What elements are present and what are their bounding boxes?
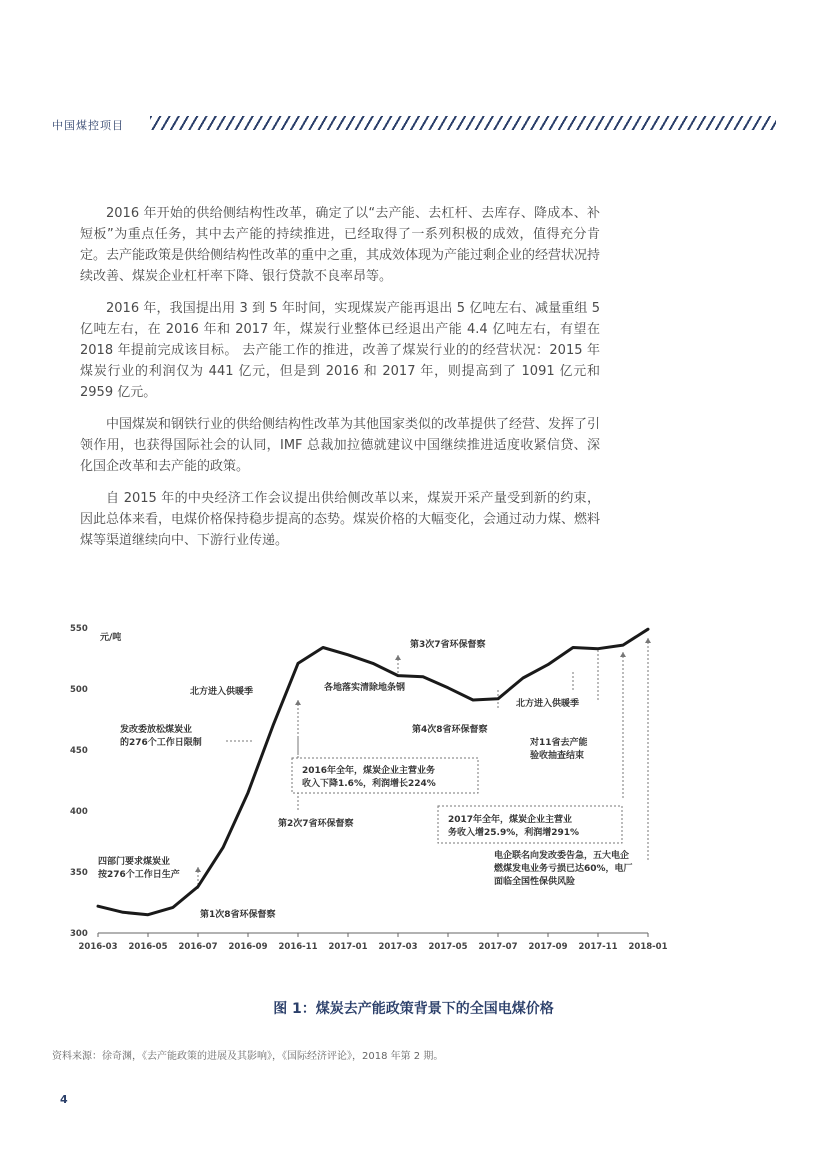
x-tick-label: 2016-07 <box>178 942 218 952</box>
page-number: 4 <box>60 1093 68 1106</box>
price-point <box>247 792 249 794</box>
annotation-arrow <box>620 652 626 657</box>
x-tick-label: 2017-01 <box>328 942 368 952</box>
header-hatched-rule <box>150 116 776 130</box>
chart-annotation: 各地落实清除地条钢 <box>324 683 406 693</box>
price-point <box>472 699 474 701</box>
y-tick-label: 450 <box>70 746 88 756</box>
x-tick-label: 2017-03 <box>378 942 418 952</box>
x-tick-label: 2017-07 <box>478 942 518 952</box>
price-point <box>547 663 549 665</box>
chart-annotation: 的276个工作日限制 <box>120 738 202 748</box>
paragraph-2: 2016 年，我国提出用 3 到 5 年时间，实现煤炭产能再退出 5 亿吨左右、减量重组 5 亿吨左右，在 2016 年和 2017 年，煤炭行业整体已经退出产能 4.4 亿吨左右，有望在 2018 年提前完成该目标。 去产能工作的推进，改善了煤炭行业的的经营状况：2015 年煤炭行业的利润仅为 441 亿元，但是到 2016 和 2017 年，则提高到了 1091 亿元和 2959 亿元。 <box>80 301 600 400</box>
y-tick-label: 350 <box>70 868 88 878</box>
chart-annotation: 2016年全年，煤炭企业主营业务 <box>302 766 436 776</box>
paragraph-1: 2016 年开始的供给侧结构性改革，确定了以“去产能、去杠杆、去库存、降成本、补短板”为重点任务，其中去产能的持续推进，已经取得了一系列积极的成效，值得充分肯定。去产能政策是供给侧结构性改革的重中之重，其成效体现为产能过剩企业的经营状况持续改善、煤炭企业杠杆率下降、银行贷款不良率昂等。 <box>80 206 601 284</box>
section-header: 中国煤控项目 <box>52 119 124 132</box>
price-point <box>322 646 324 648</box>
chart-annotation: 第1次8省环保督察 <box>200 910 276 920</box>
price-point <box>172 906 174 908</box>
price-point <box>372 662 374 664</box>
chart-annotation: 2017年全年，煤炭企业主营业 <box>448 815 573 825</box>
paragraph-3: 中国煤炭和钢铁行业的供给侧结构性改革为其他国家类似的改革提供了经营、发挥了引领作用，也获得国际社会的认同，IMF 总裁加拉德就建议中国继续推进适度收紧信贷、深化国企改革和去产能的政策。 <box>80 417 601 474</box>
chart-annotation: 对11省去产能 <box>530 738 588 748</box>
annotation-arrow <box>645 638 651 643</box>
body-text <box>80 203 600 562</box>
chart-annotation: 北方进入供暖季 <box>516 699 580 709</box>
price-point <box>297 662 299 664</box>
figure-caption: 图 1：煤炭去产能政策背景下的全国电煤价格 <box>273 1001 554 1017</box>
price-point <box>347 654 349 656</box>
annotation-arrow <box>395 655 401 660</box>
x-tick-label: 2017-05 <box>428 942 468 952</box>
x-tick-label: 2016-03 <box>78 942 118 952</box>
x-tick-label: 2017-11 <box>578 942 618 952</box>
y-tick-label: 500 <box>70 685 88 695</box>
chart-annotation: 燃煤发电业务亏损已达60%，电厂 <box>494 864 633 874</box>
price-point <box>422 676 424 678</box>
chart-annotation: 第4次8省环保督察 <box>412 725 488 735</box>
y-tick-label: 400 <box>70 807 88 817</box>
coal-price-chart <box>50 610 680 960</box>
price-point <box>397 674 399 676</box>
price-point <box>272 724 274 726</box>
figure-source: 资料来源：徐奇渊，《去产能政策的进展及其影响》，《国际经济评论》，2018 年第 2 期。 <box>52 1051 444 1062</box>
price-point <box>147 914 149 916</box>
price-point <box>97 905 99 907</box>
price-point <box>622 644 624 646</box>
chart-annotation: 北方进入供暖季 <box>190 687 254 697</box>
y-tick-label: 550 <box>70 624 88 634</box>
price-point <box>197 885 199 887</box>
x-tick-label: 2017-09 <box>528 942 568 952</box>
x-tick-label: 2018-01 <box>628 942 668 952</box>
x-tick-label: 2016-11 <box>278 942 318 952</box>
chart-annotations <box>98 638 651 920</box>
chart-annotation: 验收抽查结束 <box>530 751 585 761</box>
price-point <box>597 648 599 650</box>
x-tick-label: 2016-09 <box>228 942 268 952</box>
y-axis-unit-label: 元/吨 <box>100 633 122 643</box>
annotation-arrow <box>195 867 201 872</box>
chart-annotation: 务收入增25.9%，利润增291% <box>448 828 580 838</box>
chart-annotation: 四部门要求煤炭业 <box>98 857 171 867</box>
price-point <box>497 698 499 700</box>
paragraph-4: 自 2015 年的中央经济工作会议提出供给侧改革以来，煤炭开采产量受到新的约束，因此总体来看，电煤价格保持稳步提高的态势。煤炭价格的大幅变化，会通过动力煤、燃料煤等渠道继续向中、下游行业传递。 <box>80 491 601 548</box>
price-point <box>122 911 124 913</box>
chart-annotation: 按276个工作日生产 <box>98 870 180 880</box>
price-point <box>572 646 574 648</box>
chart-annotation: 电企联名向发改委告急，五大电企 <box>494 851 630 861</box>
chart-annotation: 面临全国性保供风险 <box>494 877 576 887</box>
price-point <box>222 846 224 848</box>
chart-annotation: 发改委放松煤炭业 <box>120 725 193 735</box>
x-tick-label: 2016-05 <box>128 942 168 952</box>
chart-annotation: 收入下降1.6%，利润增长224% <box>302 779 436 789</box>
y-tick-label: 300 <box>70 929 88 939</box>
price-point <box>647 628 649 630</box>
annotation-arrow <box>295 700 301 705</box>
price-point <box>447 687 449 689</box>
chart-annotation: 第2次7省环保督察 <box>278 819 354 829</box>
chart-annotation: 第3次7省环保督察 <box>410 640 486 650</box>
price-point <box>522 677 524 679</box>
